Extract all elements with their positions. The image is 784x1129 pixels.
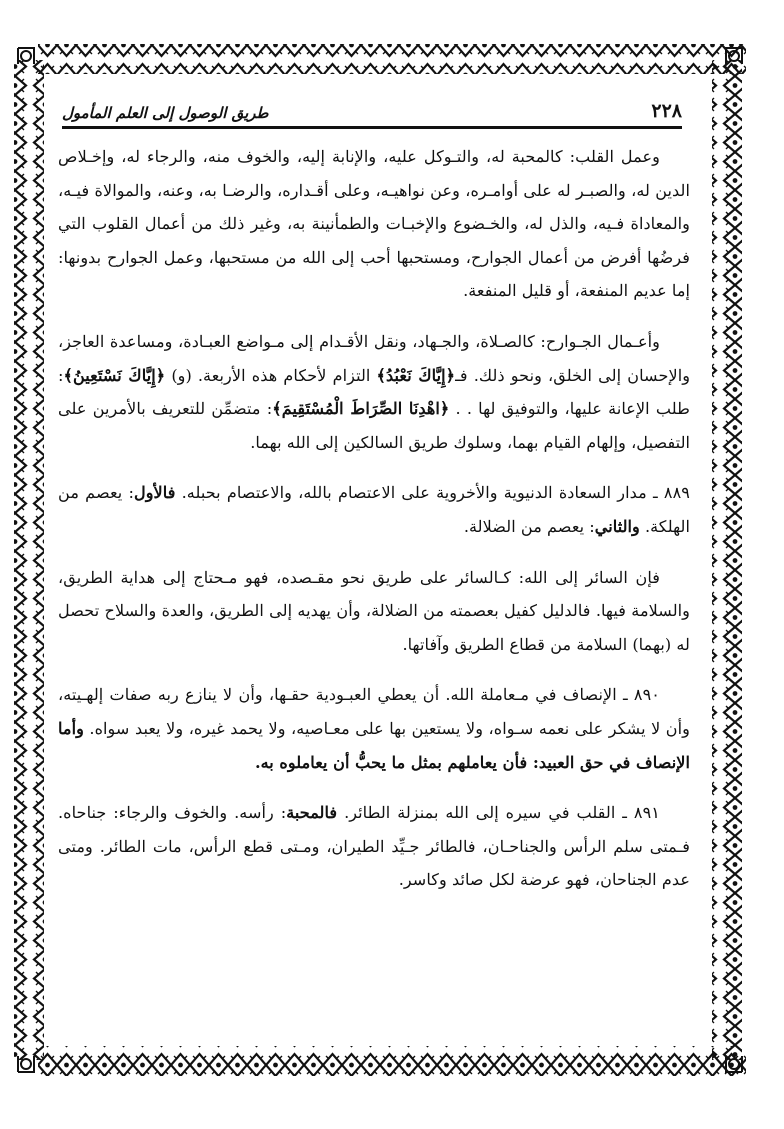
paragraph-text: ٨٩١ ـ القلب في سيره إلى الله بمنزلة الطائر. — [337, 803, 660, 823]
paragraph-traveler — [58, 561, 690, 662]
paragraph-text: فإن السائر إلى الله: كـالسائر على طريق نحو مقـصده، فهو مـحتاج إلى هداية الطريق، والسلامة فيها. فالدليل كفيل بعصمته من الضلالة، وأن يهديه إلى الطريق، والعدة والسلاح تحصل له (بهما) السلامة من قطاع الطريق وآفاتها. — [58, 567, 690, 654]
paragraph-text: وعمل القلب: كالمحبة له، والتـوكل عليه، والإنابة إليه، والخوف منه، والرجاء له، وإخـلاص الدين له، والصبـر له على أوامـره، وعن نواهيـه، وعلى أقـداره، والرضـا به، وعنه، والموالاة فيـه، والمعاداة فـيه، والذل له، والخـضوع والإخبـات والطمأنينة به، وغير ذلك من أعمال القلوب التي فرضُها أفرض من أعمال الجوارح، ومستحبها أحب إلى الله من مستحبها، وعمل الجوارح بدونها: إما عديم المنفعة، أو قليل المنفعة. — [58, 147, 690, 301]
paragraph-text: ٨٨٩ ـ مدار السعادة الدنيوية والأخروية على الاعتصام بالله، والاعتصام بحبله. — [181, 483, 690, 503]
paragraph-heart-deeds — [58, 140, 690, 308]
paragraph-890 — [58, 678, 690, 779]
page-number: ٢٢٨ — [651, 100, 682, 122]
paragraph-limb-deeds — [58, 325, 690, 459]
bold-term: فالمحبة — [286, 803, 338, 823]
paragraph-text: التزام لأحكام هذه الأربعة. (و) — [165, 365, 377, 385]
paragraph-text: : يعصم من الضلالة. — [463, 516, 595, 536]
page-content — [58, 140, 690, 914]
paragraph-text: ٨٩٠ ـ الإنصاف في مـعاملة الله. أن يعطي العبـودية حقـها، وأن لا ينازع ربه صفات إلهـيته، وأن لا يشكر على نعمه سـواه، ولا يستعين بها على معـاصيه، ولا يحمد غيره، ولا يعبد سواه. — [58, 685, 690, 738]
bold-term: والثاني — [594, 516, 640, 536]
page-header — [62, 88, 682, 129]
quran-quote: ﴿إِيَّاكَ نَعْبُدُ﴾ — [376, 365, 456, 385]
bold-sentence: وأما الإنصاف في حق العبيد: فأن يعاملهم بمثل ما يحبُّ أن يعاملوه به. — [58, 718, 690, 772]
bold-term: فالأول — [133, 483, 176, 503]
paragraph-text: : رأسه. والخوف والرجاء: جناحاه. فـمتى سلم الرأس والجناحـان، فالطائر جـيِّد الطيران، ومـتى قطع الرأس، مات الطائر. ومتى عدم الجناحان، فهو عرضة لكل صائد وكاسر. — [58, 803, 690, 890]
paragraph-text: : متضمِّن للتعريف بالأمرين على التفصيل، وإلهام القيام بهما، وسلوك طريق السالكين إلى الله بهما. — [58, 399, 690, 452]
paragraph-text: : طلب الإعانة عليها، والتوفيق لها . . — [58, 365, 690, 419]
quran-quote: ﴿إِيَّاكَ نَسْتَعِينُ﴾ — [63, 365, 166, 385]
paragraph-889 — [58, 476, 690, 543]
paragraph-text: : يعصم من الهلكة. — [58, 483, 690, 536]
paragraph-text: وأعـمال الجـوارح: كالصـلاة، والجـهاد، ونقل الأقـدام إلى مـواضع العبـادة، ومساعدة العاجز، والإحسان إلى الخلق، ونحو ذلك. فـ — [58, 331, 691, 385]
paragraph-891 — [58, 796, 690, 897]
running-title: طريق الوصول إلى العلم المأمول — [62, 104, 269, 122]
quran-quote: ﴿اهْدِنَا الصِّرَاطَ الْمُسْتَقِيمَ﴾ — [272, 399, 450, 419]
